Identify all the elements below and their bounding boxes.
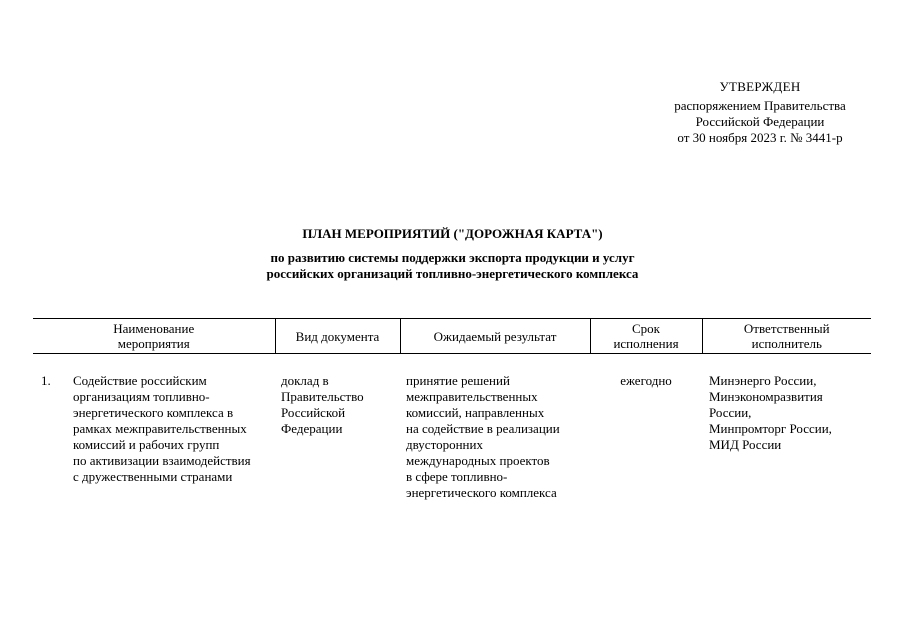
document-title-block — [0, 226, 905, 282]
roadmap-table — [33, 318, 871, 501]
approval-stamp-title: УТВЕРЖДЕН — [719, 79, 801, 94]
approval-line-3: от 30 ноября 2023 г. № 3441-р — [677, 130, 843, 145]
header-responsible: Ответственный исполнитель — [702, 319, 871, 354]
row-name-cell — [33, 373, 275, 501]
approval-line-1: распоряжением Правительства — [674, 98, 846, 113]
document-subtitle-line-2: российских организаций топливно-энергетического комплекса — [266, 266, 639, 281]
header-expected-result: Ожидаемый результат — [400, 319, 590, 354]
table-header-row — [33, 319, 871, 354]
document-title: ПЛАН МЕРОПРИЯТИЙ ("ДОРОЖНАЯ КАРТА") — [302, 226, 603, 241]
row-event-name: Содействие российским организациям топливно- энергетического комплекса в рамках межправительственных комиссий и рабочих групп по активизации взаимодействия с дружественными странами — [73, 373, 251, 484]
header-doc-type: Вид документа — [275, 319, 400, 354]
approval-block — [640, 79, 880, 146]
row-expected-result: принятие решений межправительственных комиссий, направленных на содействие в реализации двусторонних международных проектов в сфере топливно- энергетического комплекса — [406, 373, 560, 500]
header-name: Наименование мероприятия — [33, 319, 275, 354]
document-subtitle-line-1: по развитию системы поддержки экспорта продукции и услуг — [270, 250, 635, 265]
approval-line-2: Российской Федерации — [695, 114, 825, 129]
row-responsible: Минэнерго России, Минэкономразвития России, Минпромторг России, МИД России — [709, 373, 832, 452]
row-doc-type: доклад в Правительство Российской Федерации — [281, 373, 364, 436]
table-spacer-row — [33, 354, 871, 374]
header-term: Срок исполнения — [590, 319, 702, 354]
row-term: ежегодно — [620, 373, 672, 388]
table-row — [33, 373, 871, 501]
row-number: 1. — [41, 373, 51, 388]
